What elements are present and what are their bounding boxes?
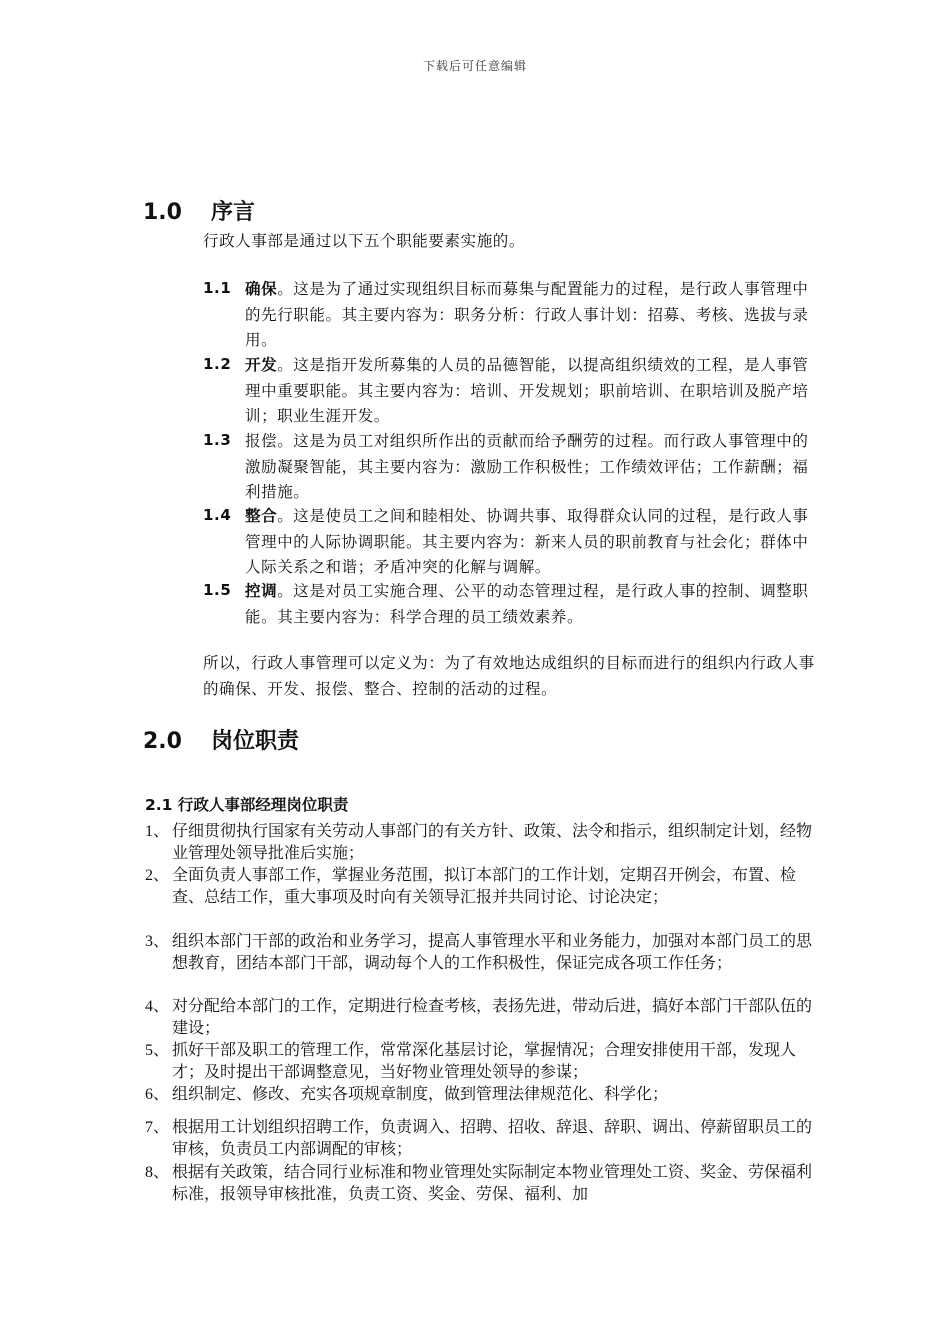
section-number: 1.0 [143,200,182,225]
duty-text: 全面负责人事部工作，掌握业务范围，拟订本部门的工作计划，定期召开例会，布置、检查、总结工作，重大事项及时向有关领导汇报并共同讨论、讨论决定； [172,867,797,906]
duty-item [145,996,815,1040]
preface-item [203,578,815,630]
duty-text: 仔细贯彻执行国家有关劳动人事部门的有关方针、政策、法令和指示，组织制定计划，经物业管理处领导批准后实施； [172,823,813,862]
duty-item [145,1162,815,1206]
preface-item [203,276,815,354]
duty-item [145,865,815,909]
duty-number: 1、 [145,823,170,840]
item-number: 1.4 [203,506,232,524]
duty-text: 根据有关政策，结合同行业标准和物业管理处实际制定本物业管理处工资、奖金、劳保福利标准，报领导审核批准，负责工资、奖金、劳保、福利、加 [172,1164,813,1203]
item-number: 1.3 [203,431,232,449]
duty-text: 抓好干部及职工的管理工作，常常深化基层讨论，掌握情况；合理安排使用干部，发现人才；及时提出干部调整意见，当好物业管理处领导的参谋； [172,1042,797,1081]
duty-text: 根据用工计划组织招聘工作，负责调入、招聘、招收、辞退、辞职、调出、停薪留职员工的审核，负责员工内部调配的审核； [172,1119,813,1158]
item-text: 。这是对员工实施合理、公平的动态管理过程，是行政人事的控制、调整职能。其主要内容为：科学合理的员工绩效素养。 [245,582,809,626]
duties-subtitle: 2.1 行政人事部经理岗位职责 [145,796,349,814]
section-title: 岗位职责 [211,729,300,754]
item-text: 报偿。这是为员工对组织所作出的贡献而给予酬劳的过程。而行政人事管理中的激励凝聚智能，其主要内容为：激励工作积极性；工作绩效评估；工作薪酬；福利措施。 [245,432,809,502]
duty-item [145,931,815,975]
duty-number: 3、 [145,933,170,950]
duty-item [145,821,815,865]
section-title: 序言 [211,200,256,225]
item-text: 。这是为了通过实现组织目标而募集与配置能力的过程，是行政人事管理中的先行职能。其主要内容为：职务分析：行政人事计划：招募、考核、选拔与录用。 [245,280,809,350]
duty-number: 7、 [145,1119,170,1136]
duty-text: 对分配给本部门的工作，定期进行检查考核，表扬先进，带动后进，搞好本部门干部队伍的建设； [172,998,813,1037]
duty-number: 4、 [145,998,170,1015]
item-text: 。这是使员工之间和睦相处、协调共事、取得群众认同的过程，是行政人事管理中的人际协调职能。其主要内容为：新来人员的职前教育与社会化；群体中人际关系之和谐；矛盾冲突的化解与调解。 [245,507,809,577]
item-number: 1.2 [203,355,232,373]
item-number: 1.5 [203,581,232,599]
preface-item [203,352,815,430]
item-keyword: 开发 [245,355,278,374]
section-number: 2.0 [143,729,182,754]
duty-number: 5、 [145,1042,170,1059]
preface-item [203,503,815,581]
duty-text: 组织制定、修改、充实各项规章制度，做到管理法律规范化、科学化； [172,1086,669,1103]
item-keyword: 控调 [245,581,278,600]
section-heading-preface [143,195,255,226]
preface-item [203,428,815,506]
duty-number: 8、 [145,1164,170,1181]
item-text: 。这是指开发所募集的人员的品德智能，以提高组织绩效的工程，是人事管理中重要职能。其主要内容为：培训、开发规划；职前培训、在职培训及脱产培训；职业生涯开发。 [245,356,809,426]
section-heading-duties [143,724,299,755]
item-number: 1.1 [203,279,232,297]
item-keyword: 确保 [245,279,278,298]
duty-number: 2、 [145,867,170,884]
duty-item [145,1117,815,1161]
preface-intro: 行政人事部是通过以下五个职能要素实施的。 [203,232,526,250]
duty-item [145,1084,815,1106]
duty-text: 组织本部门干部的政治和业务学习，提高人事管理水平和业务能力，加强对本部门员工的思想教育，团结本部门干部，调动每个人的工作积极性，保证完成各项工作任务； [172,933,813,972]
duty-item [145,1040,815,1084]
duty-number: 6、 [145,1086,170,1103]
item-keyword: 整合 [245,506,278,525]
header-note: 下载后可任意编辑 [422,59,527,73]
preface-conclusion: 所以，行政人事管理可以定义为：为了有效地达成组织的目标而进行的组织内行政人事的确保、开发、报偿、整合、控制的活动的过程。 [203,654,815,698]
